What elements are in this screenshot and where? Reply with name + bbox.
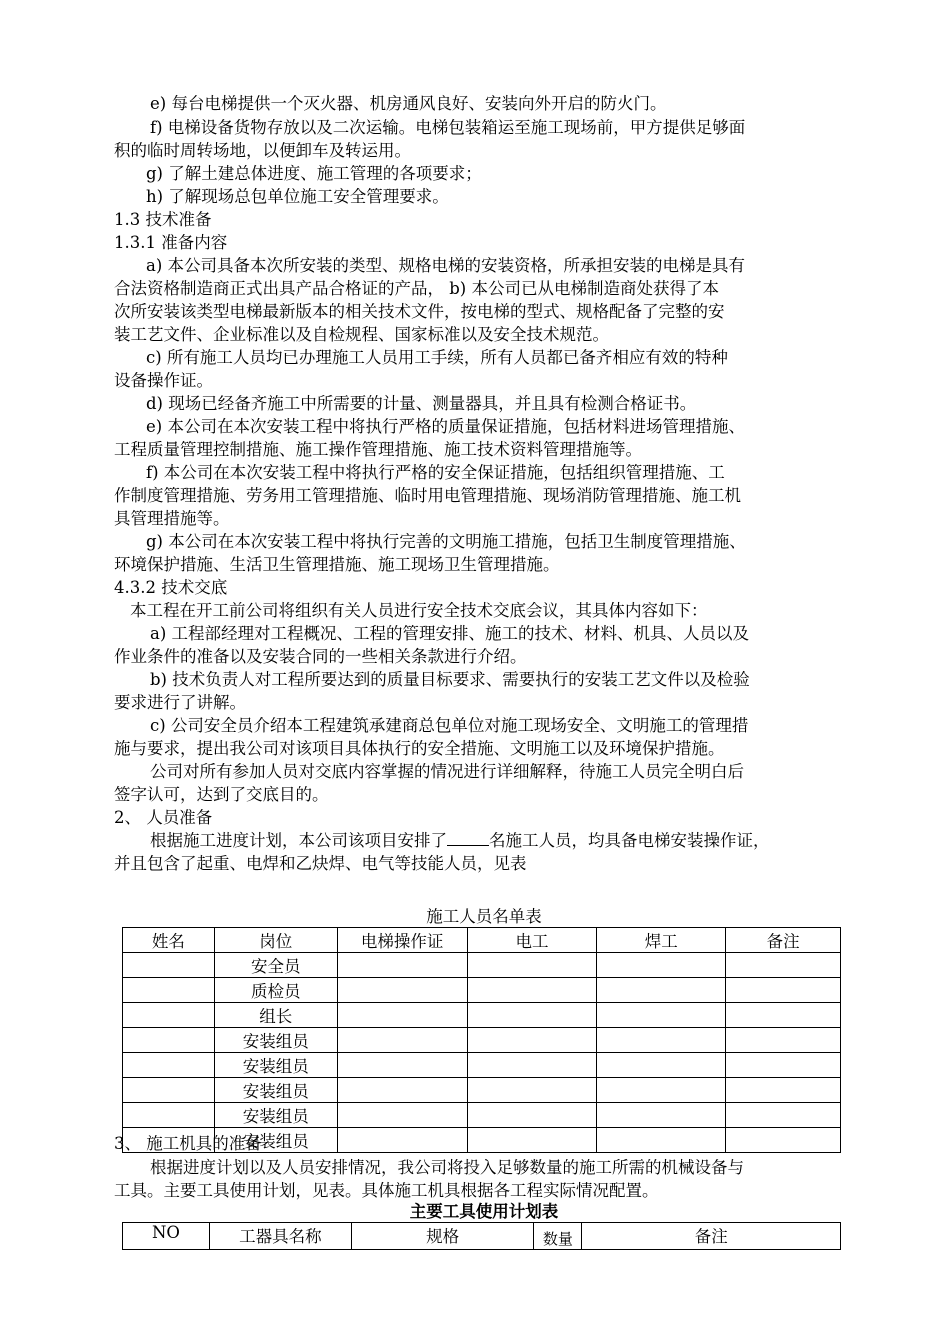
paragraph-line: g) 了解土建总体进度、施工管理的各项要求； [146,164,482,183]
table-cell [597,1028,726,1053]
paragraph-line: 积的临时周转场地，以便卸车及转运用。 [114,141,411,160]
table-cell [726,978,841,1003]
paragraph-line: a) 本公司具备本次所安装的类型、规格电梯的安装资格，所承担安装的电梯是具有 [146,256,746,275]
section-heading: 2、 人员准备 [114,808,213,827]
column-header: 备注 [726,928,841,953]
table-cell [123,1103,215,1128]
table-row [123,978,841,1003]
table-cell [726,1028,841,1053]
position-cell: 质检员 [214,978,337,1003]
paragraph-line: 作业条件的准备以及安装合同的一些相关条款进行介绍。 [114,647,527,666]
table-cell [123,1053,215,1078]
table-row [123,1028,841,1053]
paragraph-line: 环境保护措施、生活卫生管理措施、施工现场卫生管理措施。 [114,555,560,574]
section-heading: 3、 施工机具的准备 [114,1134,262,1153]
staff-table-title: 施工人员名单表 [426,907,542,926]
table-cell [597,1078,726,1103]
column-header: 岗位 [214,928,337,953]
table-cell [123,1078,215,1103]
paragraph-line: b) 技术负责人对工程所要达到的质量目标要求、需要执行的安装工艺文件以及检验 [150,670,750,689]
paragraph-line: h) 了解现场总包单位施工安全管理要求。 [146,187,449,206]
table-cell [467,953,597,978]
paragraph-line: 工具。主要工具使用计划，见表。具体施工机具根据各工程实际情况配置。 [114,1181,659,1200]
column-header: 焊工 [597,928,726,953]
table-row [123,1003,841,1028]
table-header-row [123,1223,841,1250]
section-heading: 1.3.1 准备内容 [114,233,228,252]
column-header: 工器具名称 [209,1223,351,1250]
column-header: 数量 [534,1223,582,1250]
staffing-text-before: 根据施工进度计划，本公司该项目安排了 [150,831,447,850]
table-header-row [123,928,841,953]
table-row [123,1078,841,1103]
table-cell [337,1053,467,1078]
position-cell: 安装组员 [214,1103,337,1128]
section-heading: 4.3.2 技术交底 [114,578,228,597]
table-cell [123,953,215,978]
paragraph-line: 作制度管理措施、劳务用工管理措施、临时用电管理措施、现场消防管理措施、施工机 [114,486,741,505]
staff-count-blank [447,830,489,846]
position-cell: 安装组员 [214,1028,337,1053]
paragraph-line: 装工艺文件、企业标准以及自检规程、国家标准以及安全技术规范。 [114,325,609,344]
table-cell [467,1003,597,1028]
section-heading: 1.3 技术准备 [114,210,212,229]
paragraph-line: 签字认可，达到了交底目的。 [114,785,329,804]
paragraph-line: e) 每台电梯提供一个灭火器、机房通风良好、安装向外开启的防火门。 [150,94,667,113]
table-cell [123,1028,215,1053]
paragraph-line: e) 本公司在本次安装工程中将执行严格的质量保证措施，包括材料进场管理措施、 [146,417,745,436]
paragraph-line: c) 公司安全员介绍本工程建筑承建商总包单位对施工现场安全、文明施工的管理措 [150,716,749,735]
paragraph-line: a) 工程部经理对工程概况、工程的管理安排、施工的技术、材料、机具、人员以及 [150,624,750,643]
table-cell [597,1103,726,1128]
paragraph-line: c) 所有施工人员均已办理施工人员用工手续，所有人员都已备齐相应有效的特种 [146,348,728,367]
paragraph-line: 具管理措施等。 [114,509,230,528]
table-cell [726,1078,841,1103]
table-cell [123,1003,215,1028]
paragraph-line: 设备操作证。 [114,371,213,390]
table-cell [467,1078,597,1103]
table-row [123,1103,841,1128]
paragraph-line: 本工程在开工前公司将组织有关人员进行安全技术交底会议，其具体内容如下： [130,601,708,620]
tools-table [122,1222,841,1250]
paragraph-line: 并且包含了起重、电焊和乙炔焊、电气等技能人员，见表 [114,854,527,873]
paragraph-line: f) 电梯设备货物存放以及二次运输。电梯包装箱运至施工现场前，甲方提供足够面 [150,118,746,137]
table-cell [337,978,467,1003]
paragraph-line: 合法资格制造商正式出具产品合格证的产品， b) 本公司已从电梯制造商处获得了本 [114,279,719,298]
table-cell [337,1078,467,1103]
paragraph-line: 工程质量管理控制措施、施工操作管理措施、施工技术资料管理措施等。 [114,440,642,459]
table-row [123,1053,841,1078]
tools-table-title: 主要工具使用计划表 [409,1202,559,1221]
table-cell [337,953,467,978]
column-header: 姓名 [123,928,215,953]
staffing-text-after: 名施工人员，均具备电梯安装操作证， [489,831,770,850]
table-cell [726,1003,841,1028]
table-cell [467,978,597,1003]
position-cell: 安装组员 [214,1078,337,1103]
table-cell [726,953,841,978]
table-row [123,953,841,978]
paragraph-line: d) 现场已经备齐施工中所需要的计量、测量器具，并且具有检测合格证书。 [146,394,697,413]
table-cell [467,1103,597,1128]
table-cell [597,953,726,978]
table-cell [726,1103,841,1128]
column-header: 备注 [582,1223,841,1250]
paragraph-line: g) 本公司在本次安装工程中将执行完善的文明施工措施，包括卫生制度管理措施、 [146,532,746,551]
staffing-paragraph [114,829,854,852]
staff-table [122,927,841,1153]
column-header: 电梯操作证 [337,928,467,953]
table-cell [726,1053,841,1078]
paragraph-line: 根据进度计划以及人员安排情况，我公司将投入足够数量的施工所需的机械设备与 [150,1158,744,1177]
column-header: NO [123,1223,210,1250]
paragraph-line: 施与要求，提出我公司对该项目具体执行的安全措施、文明施工以及环境保护措施。 [114,739,725,758]
position-cell: 安全员 [214,953,337,978]
paragraph-line: f) 本公司在本次安装工程中将执行严格的安全保证措施，包括组织管理措施、工 [146,463,725,482]
paragraph-line: 次所安装该类型电梯最新版本的相关技术文件，按电梯的型式、规格配备了完整的安 [114,302,725,321]
table-cell [337,1103,467,1128]
table-cell [597,978,726,1003]
table-cell [123,978,215,1003]
table-cell [337,1028,467,1053]
paragraph-line: 要求进行了讲解。 [114,693,246,712]
table-cell [597,1053,726,1078]
column-header: 规格 [351,1223,534,1250]
table-cell [467,1053,597,1078]
column-header: 电工 [467,928,597,953]
position-cell: 组长 [214,1003,337,1028]
paragraph-line: 公司对所有参加人员对交底内容掌握的情况进行详细解释，待施工人员完全明白后 [150,762,744,781]
table-cell [467,1028,597,1053]
table-cell [597,1003,726,1028]
position-cell: 安装组员 [214,1053,337,1078]
table-cell [337,1003,467,1028]
position-cell: 安装组员 [214,1128,337,1153]
